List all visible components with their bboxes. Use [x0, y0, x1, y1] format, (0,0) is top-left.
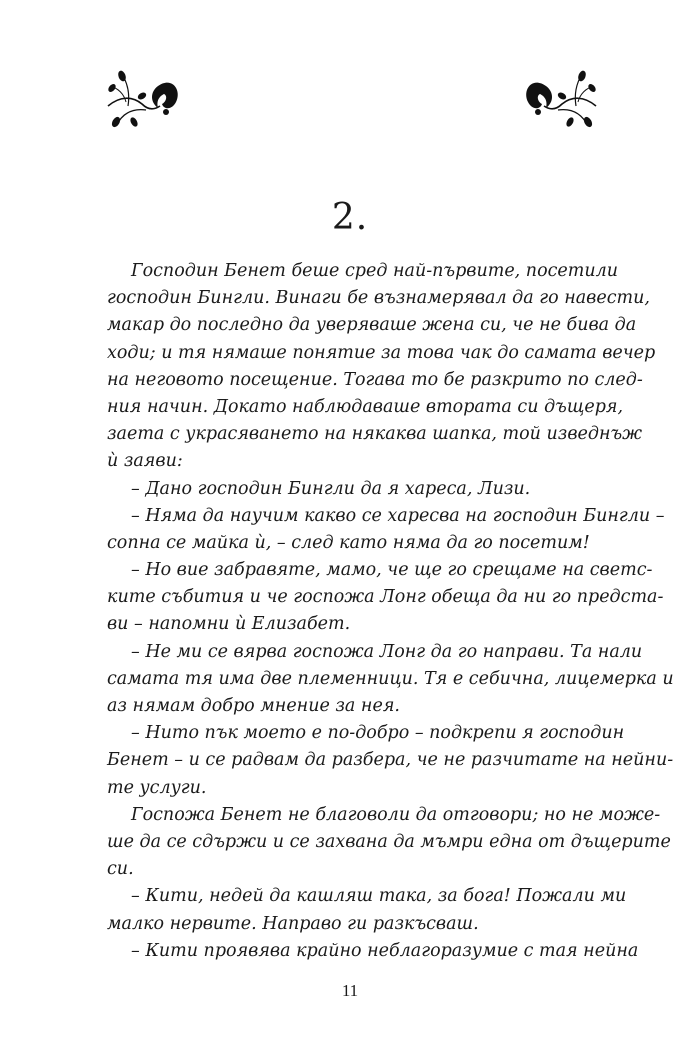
text-line: малко нервите. Направо ги разкъсваш. — [107, 913, 479, 934]
text-line: ше да се сдържи и се захвана да мъмри една от дъщерите — [107, 831, 671, 852]
text-line: – Нито пък моето е по-добро – подкрепи я господин — [131, 723, 625, 744]
text-line: Госпожа Бенет не благоволи да отговори; но не може- — [131, 804, 661, 825]
floral-flourish-icon — [522, 66, 602, 134]
text-line: ния начин. Докато наблюдаваше втората си дъщеря, — [107, 396, 624, 417]
text-line: ви – напомни ѝ Елизабет. — [107, 614, 351, 635]
text-line: – Кити проявява крайно неблагоразумие с тая нейна — [131, 940, 639, 961]
text-line: – Дано господин Бингли да я хареса, Лизи. — [131, 478, 531, 499]
text-line: те услуги. — [107, 777, 207, 798]
text-line: си. — [107, 859, 134, 880]
text-line: – Няма да научим какво се харесва на господин Бингли – — [131, 505, 665, 526]
text-line: Бенет – и се радвам да разбера, че не разчитате на нейни- — [107, 750, 674, 771]
text-line: сопна се майка ѝ, – след като няма да го посетим! — [107, 532, 590, 553]
page-number: 11 — [341, 981, 359, 1000]
text-line: самата тя има две племенници. Тя е себична, лицемерка и — [107, 668, 674, 689]
text-line: аз нямам добро мнение за нея. — [107, 696, 400, 716]
text-line: ѝ заяви: — [107, 451, 183, 472]
text-line: Господин Бенет беше сред най-първите, посетили — [131, 261, 619, 281]
text-line: – Не ми се вярва госпожа Лонг да го направи. Та нали — [131, 641, 643, 662]
text-line: – Но вие забравяте, мамо, че ще го срещаме на светс- — [131, 560, 653, 581]
text-line: ките събития и че госпожа Лонг обеща да ни го предста- — [107, 587, 664, 608]
text-line: – Кити, недей да кашляш така, за бога! Пожали ми — [131, 886, 627, 907]
text-line: господин Бингли. Винаги бе възнамерявал да го навести, — [107, 288, 650, 309]
floral-flourish-icon — [102, 66, 182, 134]
text-line: ходи; и тя нямаше понятие за това чак до самата вечер — [107, 342, 656, 363]
text-line: заета с украсяването на някаква шапка, той изведнъж — [107, 424, 643, 445]
text-line: макар до последно да уверяваше жена си, че не бива да — [107, 315, 637, 336]
text-line: на неговото посещение. Тогава то бе разкрито по след- — [107, 369, 643, 390]
body-text — [107, 258, 674, 965]
chapter-title: 2. — [331, 197, 369, 238]
